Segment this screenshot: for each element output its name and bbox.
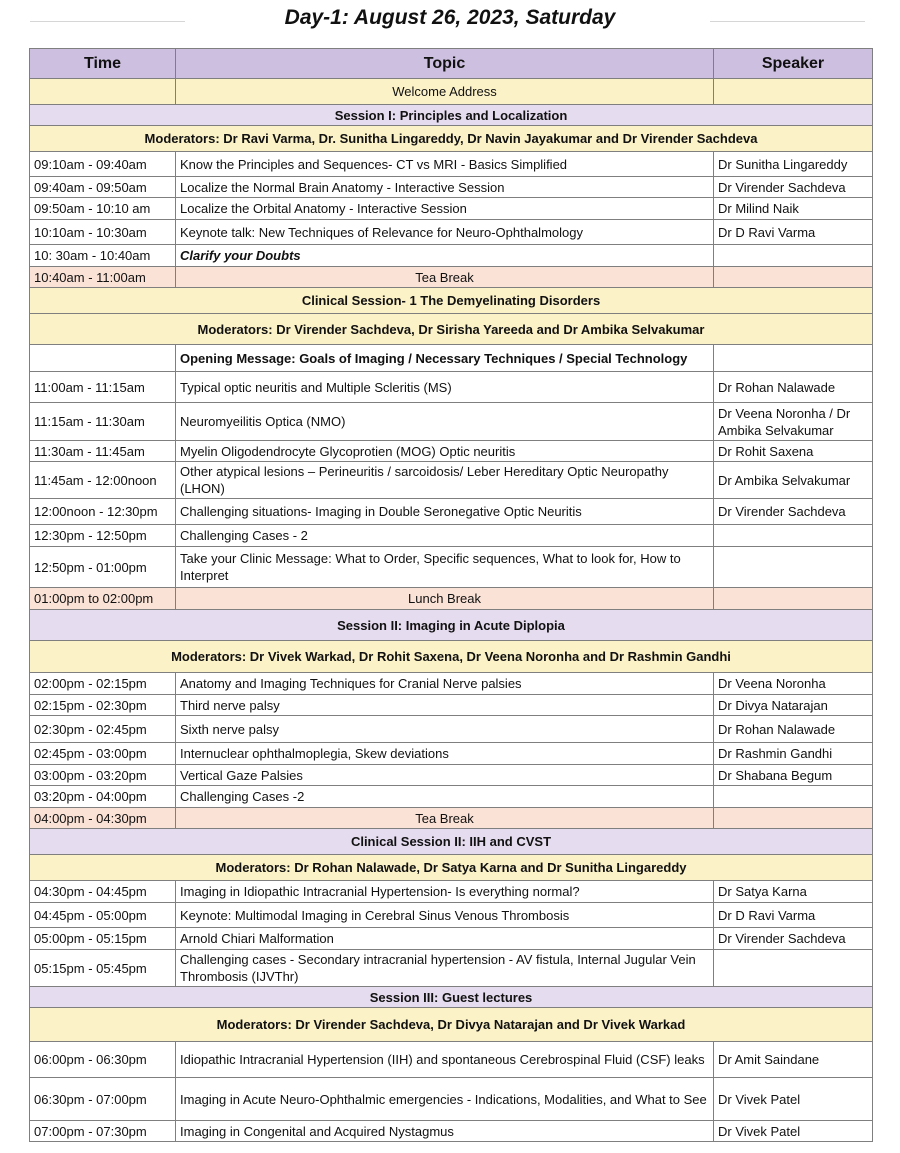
speaker-cell: Dr Veena Noronha	[714, 673, 873, 695]
speaker-cell: Dr Sunitha Lingareddy	[714, 152, 873, 177]
speaker-cell: Dr Virender Sachdeva	[714, 499, 873, 525]
time-cell: 12:00noon - 12:30pm	[30, 499, 176, 525]
time-cell: 02:15pm - 02:30pm	[30, 695, 176, 716]
break-row	[30, 808, 873, 829]
speaker-cell: Dr Veena Noronha / Dr Ambika Selvakumar	[714, 403, 873, 441]
schedule-row	[30, 716, 873, 743]
schedule-row	[30, 950, 873, 987]
time-cell: 02:30pm - 02:45pm	[30, 716, 176, 743]
page-header	[0, 0, 900, 45]
schedule-row	[30, 673, 873, 695]
time-cell: 07:00pm - 07:30pm	[30, 1121, 176, 1142]
topic-cell: Other atypical lesions – Perineuritis / sarcoidosis/ Leber Hereditary Optic Neuropathy (LHON)	[176, 462, 714, 499]
time-cell: 01:00pm to 02:00pm	[30, 588, 176, 610]
moderators-row	[30, 126, 873, 152]
session-title: Clinical Session II: IIH and CVST	[30, 829, 873, 855]
speaker-cell: Dr Vivek Patel	[714, 1121, 873, 1142]
speaker-cell	[714, 525, 873, 547]
time-cell: 10:40am - 11:00am	[30, 267, 176, 288]
time-cell: 12:50pm - 01:00pm	[30, 547, 176, 588]
moderators-row	[30, 641, 873, 673]
topic-cell: Vertical Gaze Palsies	[176, 765, 714, 786]
schedule-row	[30, 695, 873, 716]
time-cell: 03:00pm - 03:20pm	[30, 765, 176, 786]
time-cell: 12:30pm - 12:50pm	[30, 525, 176, 547]
schedule-table	[29, 48, 873, 1142]
schedule-row	[30, 403, 873, 441]
topic-cell: Clarify your Doubts	[176, 245, 714, 267]
speaker-cell: Dr Satya Karna	[714, 881, 873, 903]
topic-cell: Challenging Cases - 2	[176, 525, 714, 547]
speaker-cell: Dr Virender Sachdeva	[714, 928, 873, 950]
topic-cell: Localize the Normal Brain Anatomy - Interactive Session	[176, 177, 714, 198]
time-cell: 06:30pm - 07:00pm	[30, 1078, 176, 1121]
time-cell: 04:30pm - 04:45pm	[30, 881, 176, 903]
topic-cell: Keynote: Multimodal Imaging in Cerebral Sinus Venous Thrombosis	[176, 903, 714, 928]
speaker-cell: Dr Ambika Selvakumar	[714, 462, 873, 499]
topic-cell: Typical optic neuritis and Multiple Scleritis (MS)	[176, 372, 714, 403]
time-cell: 11:45am - 12:00noon	[30, 462, 176, 499]
schedule-row	[30, 245, 873, 267]
topic-cell: Challenging situations- Imaging in Double Seronegative Optic Neuritis	[176, 499, 714, 525]
speaker-cell	[714, 345, 873, 372]
topic-cell: Tea Break	[176, 808, 714, 829]
moderators-text: Moderators: Dr Rohan Nalawade, Dr Satya Karna and Dr Sunitha Lingareddy	[30, 855, 873, 881]
time-cell	[30, 345, 176, 372]
moderators-text: Clinical Session- 1 The Demyelinating Disorders	[30, 288, 873, 314]
time-cell: 03:20pm - 04:00pm	[30, 786, 176, 808]
speaker-cell: Dr Virender Sachdeva	[714, 177, 873, 198]
column-header-time: Time	[30, 49, 176, 79]
moderators-row	[30, 288, 873, 314]
speaker-cell: Dr Rohan Nalawade	[714, 716, 873, 743]
schedule-row	[30, 152, 873, 177]
moderators-row	[30, 1008, 873, 1042]
session-title: Session III: Guest lectures	[30, 987, 873, 1008]
topic-cell: Know the Principles and Sequences- CT vs MRI - Basics Simplified	[176, 152, 714, 177]
moderators-text: Moderators: Dr Vivek Warkad, Dr Rohit Saxena, Dr Veena Noronha and Dr Rashmin Gandhi	[30, 641, 873, 673]
schedule-row	[30, 1042, 873, 1078]
topic-cell: Internuclear ophthalmoplegia, Skew deviations	[176, 743, 714, 765]
topic-cell: Lunch Break	[176, 588, 714, 610]
schedule-row	[30, 1078, 873, 1121]
topic-cell: Imaging in Congenital and Acquired Nystagmus	[176, 1121, 714, 1142]
header-rule-right	[710, 21, 865, 22]
schedule-row	[30, 743, 873, 765]
schedule-row	[30, 881, 873, 903]
moderators-text: Moderators: Dr Virender Sachdeva, Dr Divya Natarajan and Dr Vivek Warkad	[30, 1008, 873, 1042]
time-cell: 02:00pm - 02:15pm	[30, 673, 176, 695]
topic-cell: Opening Message: Goals of Imaging / Necessary Techniques / Special Technology	[176, 345, 714, 372]
schedule-row	[30, 198, 873, 220]
schedule-row	[30, 441, 873, 462]
topic-cell: Tea Break	[176, 267, 714, 288]
page-title: Day-1: August 26, 2023, Saturday	[284, 6, 616, 29]
column-header-topic: Topic	[176, 49, 714, 79]
topic-cell: Myelin Oligodendrocyte Glycoprotien (MOG) Optic neuritis	[176, 441, 714, 462]
schedule-row	[30, 79, 873, 105]
time-cell: 05:15pm - 05:45pm	[30, 950, 176, 987]
topic-cell: Keynote talk: New Techniques of Relevance for Neuro-Ophthalmology	[176, 220, 714, 245]
topic-cell: Localize the Orbital Anatomy - Interactive Session	[176, 198, 714, 220]
topic-cell: Arnold Chiari Malformation	[176, 928, 714, 950]
session-title: Session II: Imaging in Acute Diplopia	[30, 610, 873, 641]
speaker-cell: Dr D Ravi Varma	[714, 220, 873, 245]
topic-cell: Imaging in Acute Neuro-Ophthalmic emergencies - Indications, Modalities, and What to See	[176, 1078, 714, 1121]
moderators-text: Moderators: Dr Virender Sachdeva, Dr Sirisha Yareeda and Dr Ambika Selvakumar	[30, 314, 873, 345]
topic-cell: Take your Clinic Message: What to Order, Specific sequences, What to look for, How to Interpret	[176, 547, 714, 588]
topic-cell: Neuromyeilitis Optica (NMO)	[176, 403, 714, 441]
speaker-cell	[714, 950, 873, 987]
time-cell: 11:30am - 11:45am	[30, 441, 176, 462]
moderators-row	[30, 314, 873, 345]
schedule-row	[30, 928, 873, 950]
schedule-row	[30, 345, 873, 372]
topic-cell: Third nerve palsy	[176, 695, 714, 716]
speaker-cell: Dr Shabana Begum	[714, 765, 873, 786]
break-row	[30, 588, 873, 610]
topic-cell: Idiopathic Intracranial Hypertension (IIH) and spontaneous Cerebrospinal Fluid (CSF) leaks	[176, 1042, 714, 1078]
speaker-cell	[714, 267, 873, 288]
schedule-row	[30, 765, 873, 786]
speaker-cell: Dr Rohit Saxena	[714, 441, 873, 462]
schedule-row	[30, 499, 873, 525]
topic-cell: Challenging Cases -2	[176, 786, 714, 808]
schedule-body	[30, 79, 873, 1142]
time-cell: 11:15am - 11:30am	[30, 403, 176, 441]
topic-cell: Challenging cases - Secondary intracranial hypertension - AV fistula, Internal Jugular Vein Thrombosis (IJVThr)	[176, 950, 714, 987]
column-header-speaker: Speaker	[714, 49, 873, 79]
table-header-row	[30, 49, 873, 79]
session-row	[30, 105, 873, 126]
schedule-row	[30, 372, 873, 403]
time-cell: 10: 30am - 10:40am	[30, 245, 176, 267]
topic-cell: Anatomy and Imaging Techniques for Cranial Nerve palsies	[176, 673, 714, 695]
time-cell: 04:00pm - 04:30pm	[30, 808, 176, 829]
schedule-row	[30, 903, 873, 928]
speaker-cell: Dr Divya Natarajan	[714, 695, 873, 716]
speaker-cell	[714, 786, 873, 808]
speaker-cell: Dr Milind Naik	[714, 198, 873, 220]
time-cell: 09:40am - 09:50am	[30, 177, 176, 198]
speaker-cell: Dr Vivek Patel	[714, 1078, 873, 1121]
topic-cell: Welcome Address	[176, 79, 714, 105]
time-cell: 11:00am - 11:15am	[30, 372, 176, 403]
speaker-cell: Dr Amit Saindane	[714, 1042, 873, 1078]
schedule-row	[30, 177, 873, 198]
session-row	[30, 610, 873, 641]
time-cell: 09:10am - 09:40am	[30, 152, 176, 177]
schedule-row	[30, 786, 873, 808]
time-cell: 02:45pm - 03:00pm	[30, 743, 176, 765]
schedule-row	[30, 462, 873, 499]
time-cell: 09:50am - 10:10 am	[30, 198, 176, 220]
session-title: Session I: Principles and Localization	[30, 105, 873, 126]
speaker-cell	[714, 547, 873, 588]
time-cell: 06:00pm - 06:30pm	[30, 1042, 176, 1078]
schedule-row	[30, 220, 873, 245]
time-cell: 10:10am - 10:30am	[30, 220, 176, 245]
moderators-text: Moderators: Dr Ravi Varma, Dr. Sunitha Lingareddy, Dr Navin Jayakumar and Dr Virender Sachdeva	[30, 126, 873, 152]
topic-cell: Sixth nerve palsy	[176, 716, 714, 743]
speaker-cell	[714, 245, 873, 267]
speaker-cell	[714, 808, 873, 829]
schedule-row	[30, 525, 873, 547]
schedule-row	[30, 1121, 873, 1142]
time-cell	[30, 79, 176, 105]
moderators-row	[30, 855, 873, 881]
speaker-cell: Dr D Ravi Varma	[714, 903, 873, 928]
speaker-cell	[714, 588, 873, 610]
time-cell: 05:00pm - 05:15pm	[30, 928, 176, 950]
session-row	[30, 829, 873, 855]
session-row	[30, 987, 873, 1008]
break-row	[30, 267, 873, 288]
schedule-row	[30, 547, 873, 588]
speaker-cell: Dr Rohan Nalawade	[714, 372, 873, 403]
time-cell: 04:45pm - 05:00pm	[30, 903, 176, 928]
speaker-cell: Dr Rashmin Gandhi	[714, 743, 873, 765]
topic-cell: Imaging in Idiopathic Intracranial Hypertension- Is everything normal?	[176, 881, 714, 903]
speaker-cell	[714, 79, 873, 105]
